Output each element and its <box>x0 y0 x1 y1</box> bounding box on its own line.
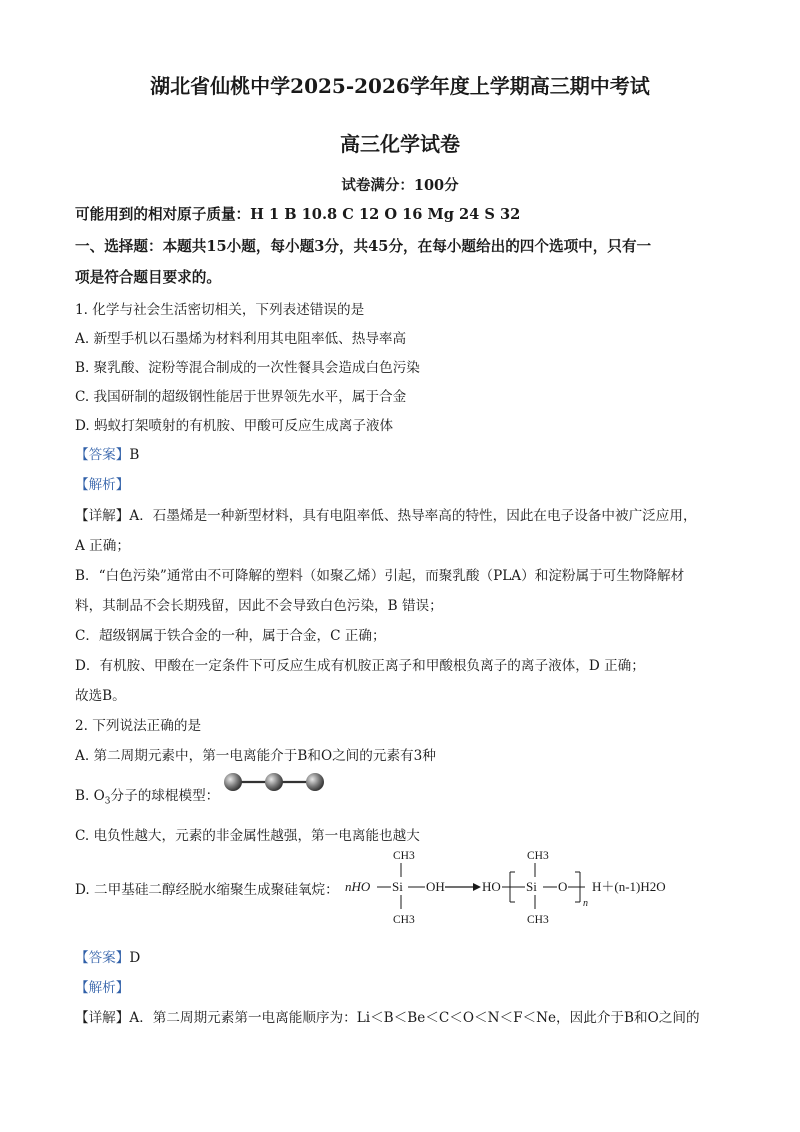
exam-title: 湖北省仙桃中学2025-2026学年度上学期高三期中考试 <box>150 74 650 98</box>
q1-option-a: A. 新型手机以石墨烯为材料利用其电阻率低、热导率高 <box>75 331 407 347</box>
q1-detail-d: D．有机胺、甲酸在一定条件下可反应生成有机胺正离子和甲酸根负离子的离子液体，D 正确； <box>75 658 645 674</box>
option-b-prefix: B. O <box>75 788 105 804</box>
q1-stem: 1. 化学与社会生活密切相关，下列表述错误的是 <box>75 302 365 318</box>
q1-detail-a-line2: A 正确； <box>75 538 130 554</box>
oxygen-atom-polymer: O <box>558 879 568 894</box>
q2-option-d: D. 二甲基硅二醇经脱水缩聚生成聚硅氧烷： <box>75 882 339 898</box>
detail-tag: 【详解】 <box>75 1010 130 1026</box>
q1-option-c: C. 我国研制的超级钢性能居于世界领先水平，属于合金 <box>75 389 407 405</box>
q1-option-d: D. 蚂蚁打架喷射的有机胺、甲酸可反应生成离子液体 <box>75 418 394 434</box>
option-b-subscript: 3 <box>104 796 111 807</box>
degree-of-polymerization: n <box>583 898 588 909</box>
q2-answer <box>75 946 140 966</box>
ozone-ball-stick-model <box>222 771 327 793</box>
atomic-masses: 可能用到的相对原子质量：H 1 B 10.8 C 12 O 16 Mg 24 S 32 <box>75 206 521 223</box>
si-atom-polymer: Si <box>526 879 537 894</box>
oxygen-atom-ball <box>306 773 324 791</box>
option-b-suffix: 分子的球棍模型： <box>110 788 220 804</box>
q2-detail-a <box>75 1006 700 1026</box>
section-intro-line2: 项是符合题目要求的。 <box>75 269 221 286</box>
section-intro-line1: 一、选择题：本题共15小题，每小题3分，共45分，在每小题给出的四个选项中，只有一 <box>75 238 652 255</box>
q2-option-a: A. 第二周期元素中，第一电离能介于B和O之间的元素有3种 <box>75 748 436 764</box>
q1-analysis-tag: 【解析】 <box>75 477 130 493</box>
si-atom-left: Si <box>392 879 403 894</box>
methyl-bottom-left: CH3 <box>393 914 415 926</box>
answer-tag: 【答案】 <box>75 950 130 966</box>
q1-conclusion: 故选B。 <box>75 688 126 704</box>
detail-tag: 【详解】 <box>75 508 130 524</box>
full-score: 试卷满分：100分 <box>341 177 459 194</box>
q1-answer <box>75 443 139 463</box>
methyl-bottom-polymer: CH3 <box>527 914 549 926</box>
q2-option-c: C. 电负性越大，元素的非金属性越强，第一电离能也越大 <box>75 828 420 844</box>
q2-stem: 2. 下列说法正确的是 <box>75 718 202 734</box>
answer-tag: 【答案】 <box>75 447 130 463</box>
q2-analysis-tag: 【解析】 <box>75 980 130 996</box>
q1-detail-b-line2: 料，其制品不会长期残留，因此不会导致白色污染，B 错误； <box>75 598 443 614</box>
oxygen-atom-ball <box>224 773 242 791</box>
ho-end-group: HO <box>482 879 501 894</box>
detail-a-text: A．石墨烯是一种新型材料，具有电阻率低、热导率高的特性，因此在电子设备中被广泛应用， <box>129 508 697 524</box>
q1-detail-c: C．超级钢属于铁合金的一种，属于合金，C 正确； <box>75 628 386 644</box>
methyl-top-left: CH3 <box>393 850 415 862</box>
q1-detail-a-line1 <box>75 504 697 524</box>
q1-option-b: B. 聚乳酸、淀粉等混合制成的一次性餐具会造成白色污染 <box>75 360 420 376</box>
answer-value: D <box>129 950 141 966</box>
answer-value: B <box>129 447 140 463</box>
hydroxyl-left: OH <box>426 879 445 894</box>
polycondensation-equation <box>345 846 680 928</box>
exam-subtitle: 高三化学试卷 <box>340 132 460 156</box>
oxygen-atom-ball <box>265 773 283 791</box>
detail-a-text: A．第二周期元素第一电离能顺序为：Li＜B＜Be＜C＜O＜N＜F＜Ne，因此介于B和O之间的 <box>129 1010 700 1026</box>
q1-detail-b-line1: B．“白色污染”通常由不可降解的塑料（如聚乙烯）引起，而聚乳酸（PLA）和淀粉属于可生物降解材 <box>75 568 685 584</box>
coefficient-n-ho: nHO <box>345 879 371 894</box>
h-end-and-water: H＋(n-1)H2O <box>592 879 666 894</box>
q2-option-b <box>75 784 219 807</box>
methyl-top-polymer: CH3 <box>527 850 549 862</box>
